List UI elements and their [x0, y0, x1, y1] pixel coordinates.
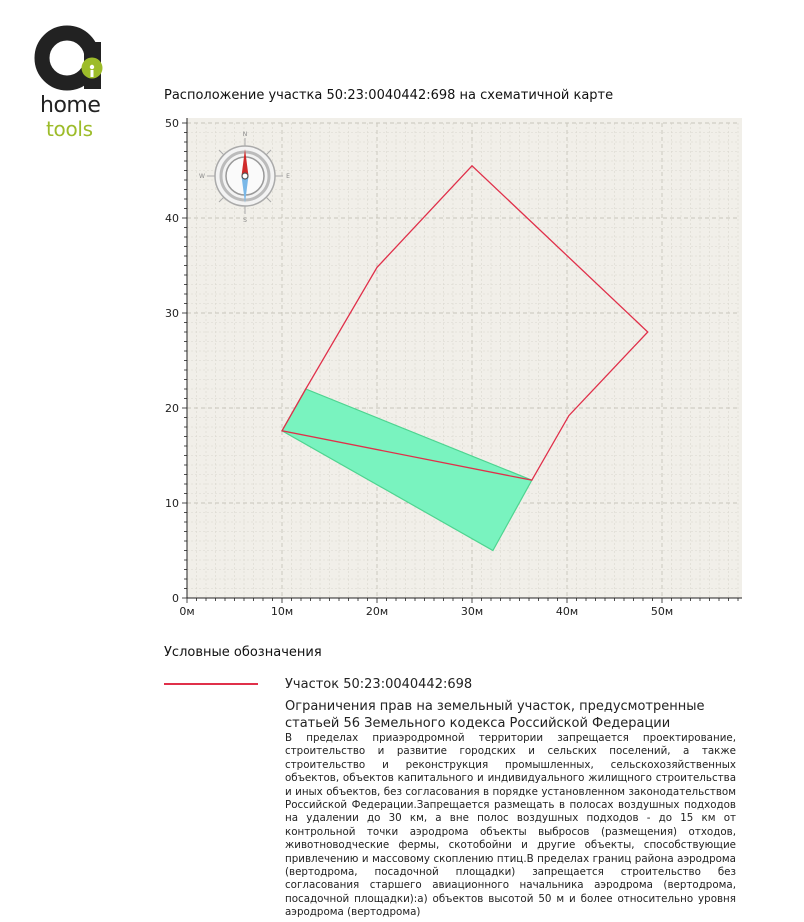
y-tick-label: 50 [165, 117, 179, 130]
legend-parcel-line-swatch [164, 683, 258, 685]
x-tick-label: 30м [460, 605, 484, 618]
map-title: Расположение участка 50:23:0040442:698 на схематичной карте [164, 88, 614, 103]
y-tick-label: 30 [165, 307, 179, 320]
compass-s-label: S [243, 217, 247, 224]
x-tick-label: 50м [650, 605, 674, 618]
x-tick-label: 0м [179, 605, 195, 618]
logo-text-tools: tools [46, 117, 93, 141]
compass-e-label: E [286, 173, 290, 180]
y-tick-label: 40 [165, 212, 179, 225]
logo-text-home: home [40, 93, 101, 118]
legend-title: Условные обозначения [164, 645, 322, 660]
y-tick-label: 10 [165, 497, 179, 510]
x-tick-label: 10м [270, 605, 294, 618]
x-tick-label: 40м [555, 605, 579, 618]
x-tick-label: 20м [365, 605, 389, 618]
compass-n-label: N [242, 131, 248, 138]
legend-parcel-label: Участок 50:23:0040442:698 [285, 677, 473, 692]
logo-mark-icon [34, 22, 114, 94]
y-tick-label: 0 [172, 592, 179, 605]
compass-w-label: W [199, 173, 205, 180]
schematic-map [150, 108, 750, 618]
restriction-title: Ограничения прав на земельный участок, предусмотренные статьей 56 Земельного кодекса Российской Федерации [285, 699, 705, 731]
restriction-description: В пределах приаэродромной территории запрещается проектирование, строительство и развитие городских и сельских поселений, а также строительство и реконструкция промышленных, сельскохозяйственных объектов, объектов капитального и индивидуального жилищного строительства и иных объектов, без согласования в порядке установленном законодательством Российской Федерации.Запрещается размещать в полосах воздушных подходов на удалении до 30 км, а вне полос воздушных подходов - до 15 км от контрольной точки аэродрома объекты выбросов (размещения) отходов, животноводческие фермы, скотобойни и другие объекты, способствующие привлечению и массовому скоплению птиц.В пределах границ района аэродрома (вертодрома, посадочной площадки) запрещается строительство без согласования старшего авиационного начальника аэродрома (вертодрома, посадочной площадки):а) объектов высотой 50 м и более относительно уровня аэродрома (вертодрома) [285, 732, 736, 919]
y-tick-label: 20 [165, 402, 179, 415]
home-tools-logo [34, 22, 114, 142]
